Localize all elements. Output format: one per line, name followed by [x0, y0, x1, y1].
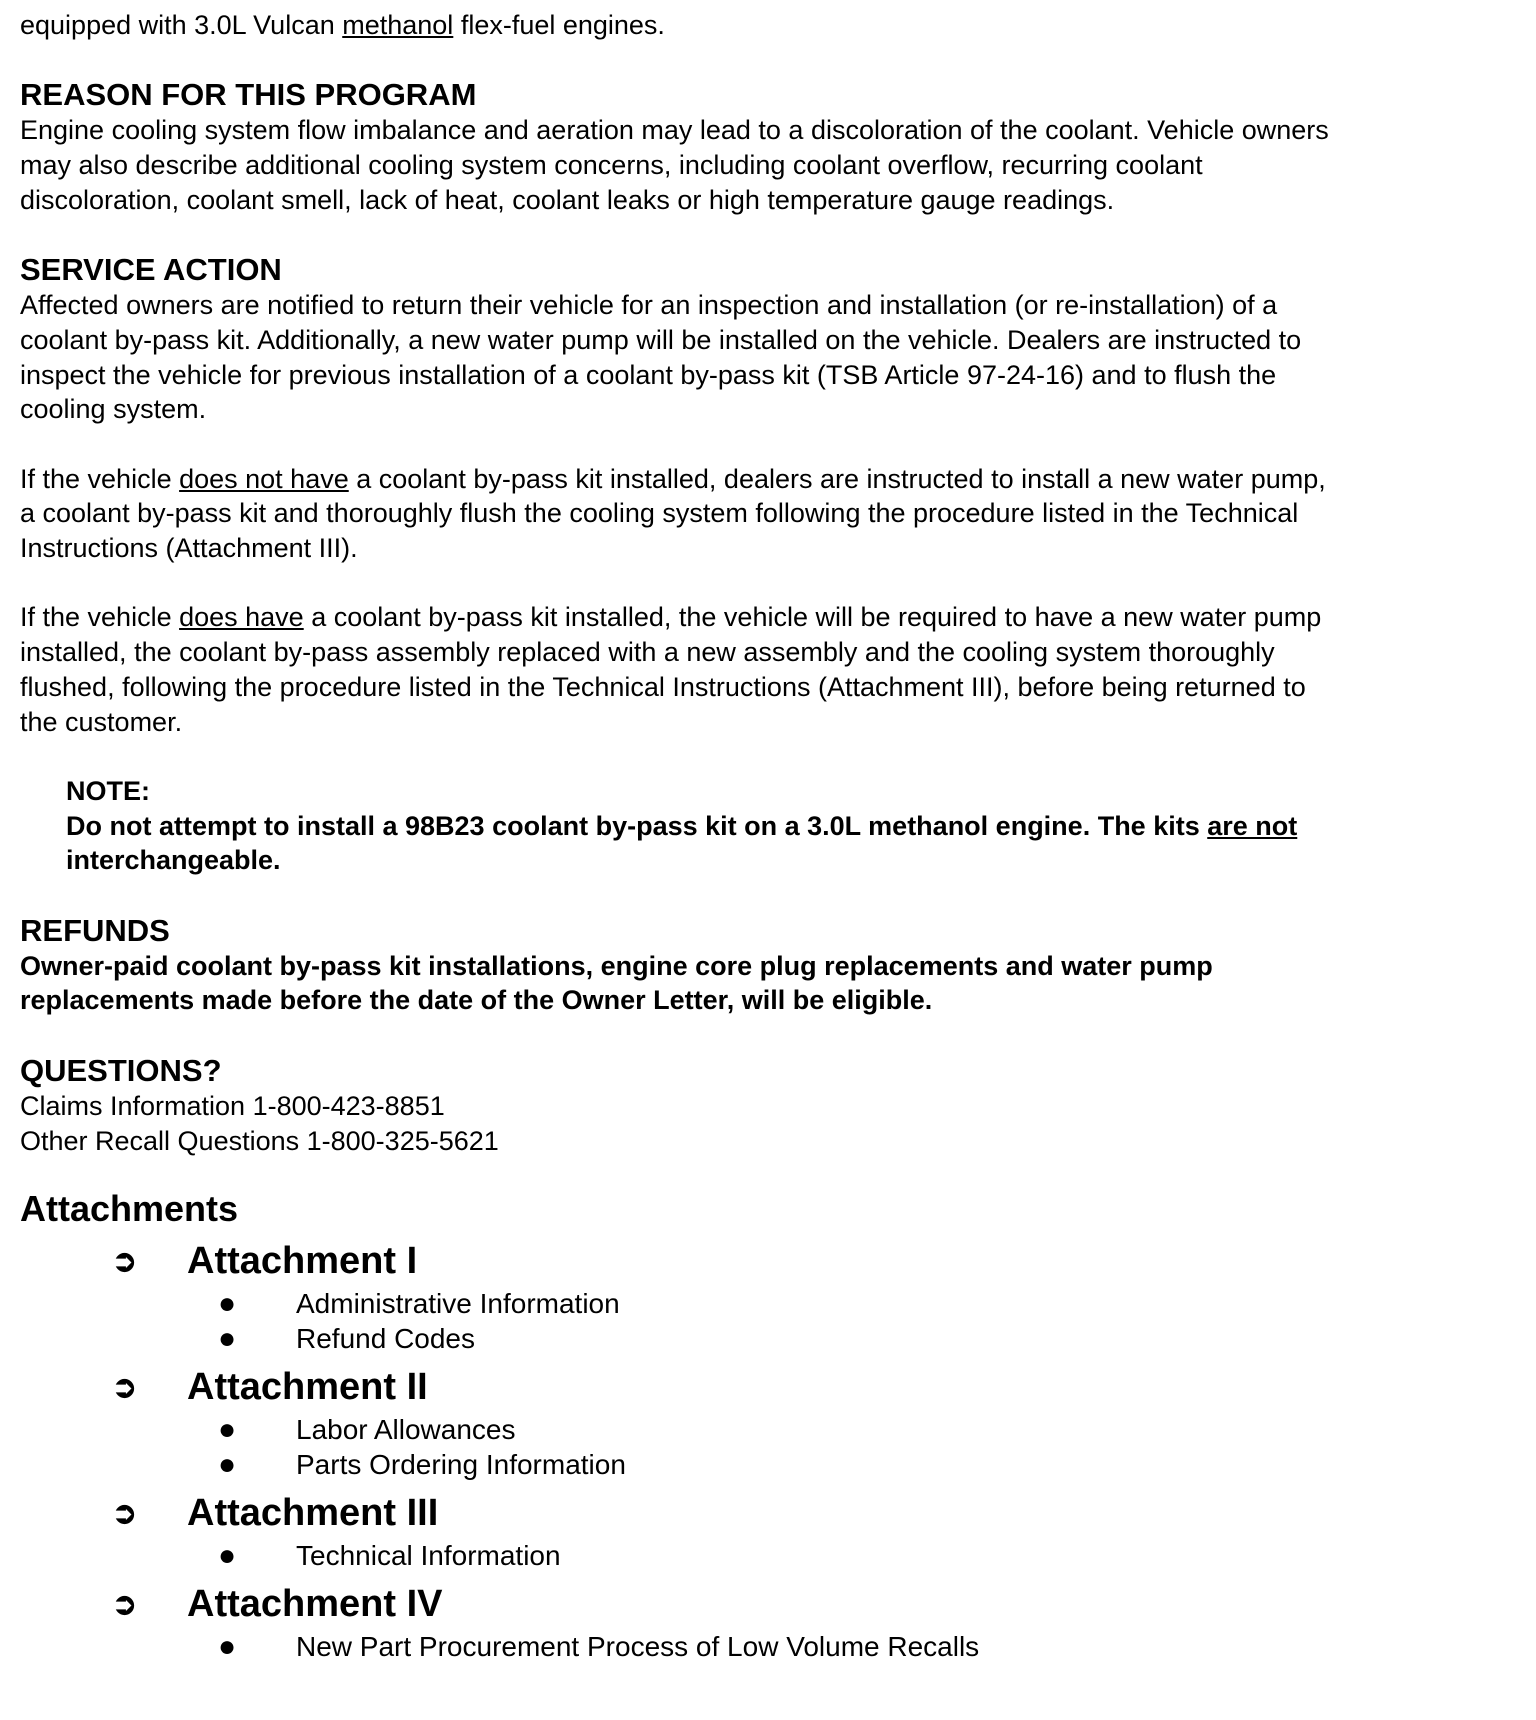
bullet-icon: ●	[218, 1321, 237, 1355]
reason-line-2: may also describe additional cooling system concerns, including coolant overflow, recurring coolant	[20, 150, 1203, 181]
para2-line-3: Instructions (Attachment III).	[20, 533, 358, 564]
arrow-icon: ➲	[112, 1370, 138, 1404]
attachment-group-4	[20, 1579, 1520, 1664]
attachment-label: Attachment IV	[187, 1583, 443, 1626]
list-item	[218, 1629, 1520, 1664]
attachment-group-3	[20, 1488, 1520, 1573]
bullet-icon: ●	[218, 1412, 237, 1446]
bullet-icon: ●	[218, 1629, 237, 1663]
para3-line-4: the customer.	[20, 706, 183, 737]
para2-rest: a coolant by-pass kit installed, dealers are instructed to install a new water pump,	[348, 463, 1326, 494]
does-have-underlined: does have	[179, 602, 304, 633]
list-item-text: Refund Codes	[296, 1322, 476, 1354]
service-line-2: coolant by-pass kit. Additionally, a new water pump will be installed on the vehicle. Dealers are instructed to	[20, 324, 1302, 355]
reason-section	[20, 77, 1520, 217]
attachment-label: Attachment II	[187, 1366, 428, 1409]
list-item	[218, 1286, 1520, 1321]
para3-line-2: installed, the coolant by-pass assembly replaced with a new assembly and the cooling system thoroughly	[20, 637, 1275, 668]
intro-line	[20, 8, 1520, 43]
list-item-text: Technical Information	[296, 1539, 561, 1571]
list-item	[218, 1412, 1520, 1447]
arrow-icon: ➲	[112, 1244, 138, 1278]
note-label: NOTE:	[66, 775, 150, 806]
list-item-text: Parts Ordering Information	[296, 1448, 626, 1480]
bullet-icon: ●	[218, 1538, 237, 1572]
note-line-2: interchangeable.	[66, 845, 281, 876]
bullet-icon: ●	[218, 1447, 237, 1481]
other-questions-line: Other Recall Questions 1-800-325-5621	[20, 1125, 499, 1156]
para3-line-1	[20, 600, 1520, 635]
attachment-group-1	[20, 1236, 1520, 1356]
questions-heading: QUESTIONS?	[20, 1052, 222, 1088]
service-paragraph-2	[20, 462, 1520, 566]
attachment-heading-2	[112, 1362, 1520, 1412]
document-page	[20, 8, 1520, 1664]
attachment-heading-4	[112, 1579, 1520, 1629]
refunds-line-2: replacements made before the date of the Owner Letter, will be eligible.	[20, 985, 933, 1016]
list-item	[218, 1538, 1520, 1573]
refunds-line-1: Owner-paid coolant by-pass kit installations, engine core plug replacements and water pump	[20, 950, 1213, 981]
para3-line-3: flushed, following the procedure listed in the Technical Instructions (Attachment III), before being returned to	[20, 671, 1306, 702]
claims-info-line: Claims Information 1-800-423-8851	[20, 1090, 445, 1121]
attachment-label: Attachment I	[187, 1240, 418, 1283]
reason-line-3: discoloration, coolant smell, lack of heat, coolant leaks or high temperature gauge readings.	[20, 184, 1115, 215]
para3-lead: If the vehicle	[20, 602, 180, 633]
service-line-1: Affected owners are notified to return their vehicle for an inspection and installation (or re-installation) of a	[20, 290, 1278, 321]
note-text-1: Do not attempt to install a 98B23 coolant by-pass kit on a 3.0L methanol engine. The kits	[66, 810, 1208, 841]
refunds-heading: REFUNDS	[20, 912, 170, 948]
para2-lead: If the vehicle	[20, 463, 180, 494]
attachment-group-2	[20, 1362, 1520, 1482]
list-item-text: Administrative Information	[296, 1287, 620, 1319]
note-line-1	[66, 809, 1520, 844]
attachment-heading-3	[112, 1488, 1520, 1538]
para2-line-1	[20, 462, 1520, 497]
list-item	[218, 1321, 1520, 1356]
service-heading: SERVICE ACTION	[20, 252, 282, 288]
questions-section	[20, 1053, 1520, 1158]
reason-heading: REASON FOR THIS PROGRAM	[20, 77, 477, 113]
service-paragraph-3	[20, 600, 1520, 739]
service-section	[20, 252, 1520, 427]
list-item	[218, 1447, 1520, 1482]
note-block	[66, 774, 1520, 878]
reason-line-1: Engine cooling system flow imbalance and aeration may lead to a discoloration of the coolant. Vehicle owners	[20, 115, 1329, 146]
arrow-icon: ➲	[112, 1496, 138, 1530]
service-line-3: inspect the vehicle for previous installation of a coolant by-pass kit (TSB Article 97-24-16) and to flush the	[20, 359, 1277, 390]
attachments-heading: Attachments	[20, 1188, 239, 1230]
methanol-underlined: methanol	[342, 10, 454, 40]
arrow-icon: ➲	[112, 1587, 138, 1621]
bullet-icon: ●	[218, 1286, 237, 1320]
intro-text-1: equipped with 3.0L Vulcan	[20, 10, 343, 40]
attachment-label: Attachment III	[187, 1492, 439, 1535]
list-item-text: Labor Allowances	[296, 1413, 516, 1445]
list-item-text: New Part Procurement Process of Low Volume Recalls	[296, 1630, 980, 1662]
attachment-heading-1	[112, 1236, 1520, 1286]
service-line-4: cooling system.	[20, 394, 207, 425]
para2-line-2: a coolant by-pass kit and thoroughly flush the cooling system following the procedure listed in the Technical	[20, 498, 1299, 529]
para3-rest: a coolant by-pass kit installed, the vehicle will be required to have a new water pump	[303, 602, 1322, 633]
does-not-have-underlined: does not have	[179, 463, 349, 494]
are-not-underlined: are not	[1207, 810, 1298, 841]
intro-text-2: flex-fuel engines.	[453, 10, 665, 40]
refunds-section	[20, 913, 1520, 1018]
